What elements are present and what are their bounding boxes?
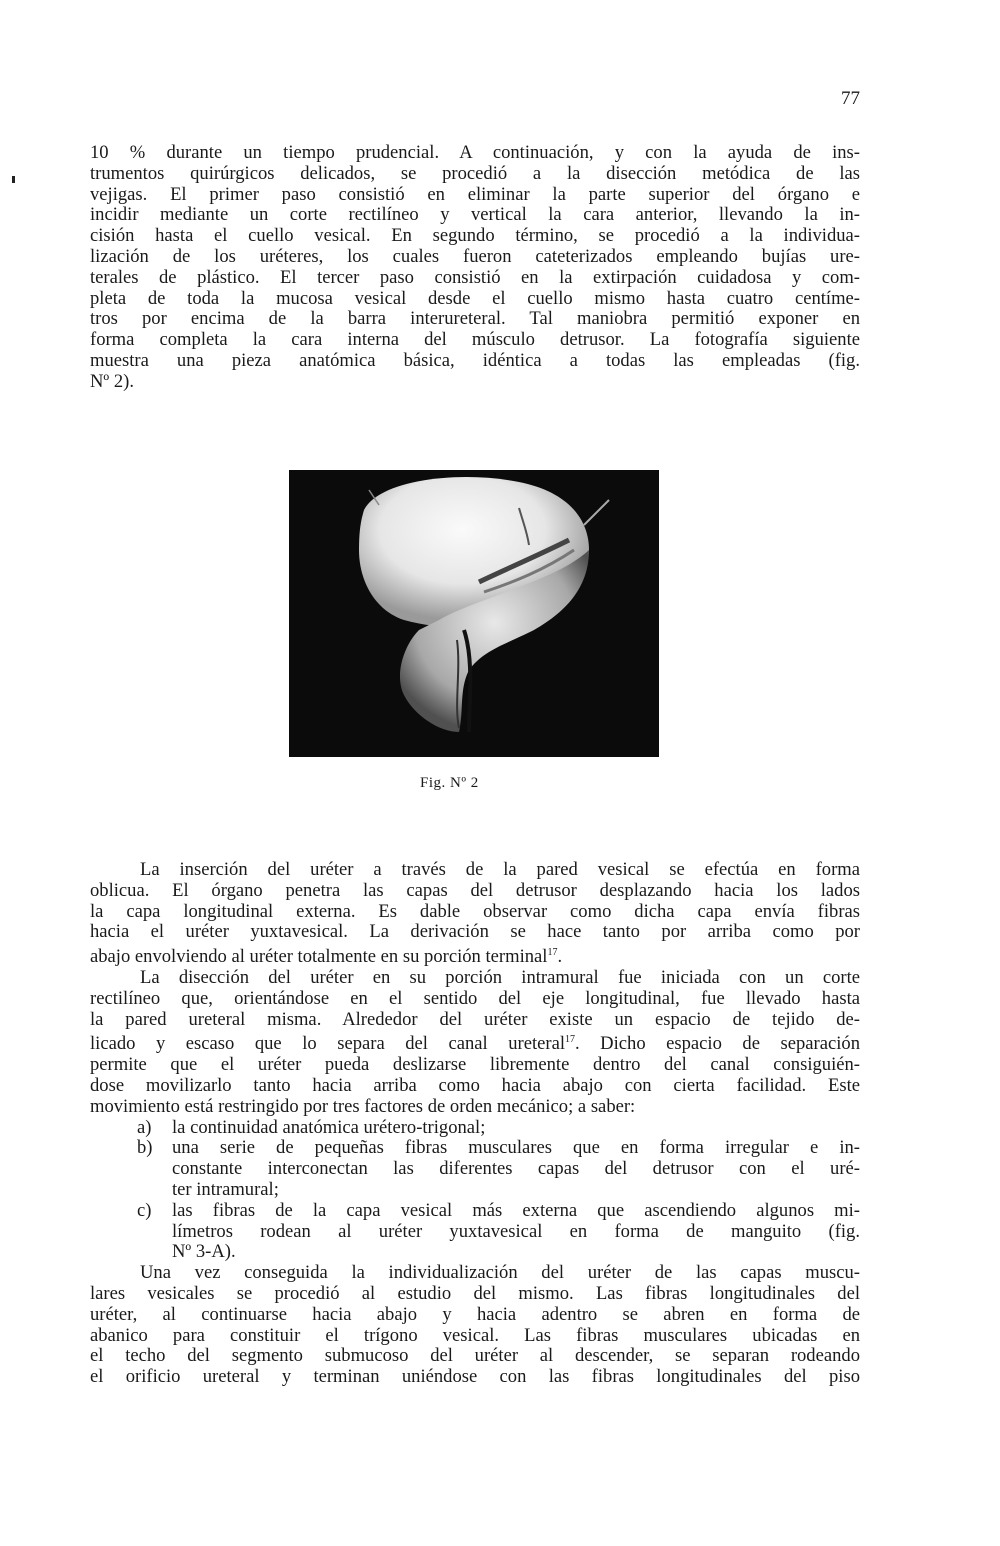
margin-mark (12, 176, 15, 183)
text-line (90, 1030, 860, 1055)
text-line: La inserción del uréter a través de la pared vesical se efectúa en forma (140, 859, 860, 880)
paragraph-2 (90, 860, 860, 1388)
text-line: una serie de pequeñas fibras musculares que en forma irregular e in- (172, 1137, 860, 1159)
text-line: límetros rodean al uréter yuxtavesical en forma de manguito (fig. (172, 1220, 860, 1242)
footnote-ref: 17 (565, 1034, 575, 1046)
text-line: vejigas. El primer paso consistió en eliminar la parte superior del órgano e (90, 183, 860, 205)
text-line: terales de plástico. El tercer paso consistió en la extirpación cuidadosa y com- (90, 266, 860, 288)
text-line: las fibras de la capa vesical más externa que ascendiendo algunos mi- (172, 1199, 860, 1221)
list-marker: a) (137, 1116, 152, 1138)
text-line: Nº 2). (90, 370, 134, 392)
text-line: permite que el uréter pueda deslizarse libremente dentro del canal consiguién- (90, 1054, 860, 1076)
list-item-c (90, 1201, 860, 1263)
text-line: la pared ureteral misma. Alrededor del uréter existe un espacio de tejido de- (90, 1008, 860, 1030)
list-marker: b) (137, 1137, 153, 1159)
text-line: pleta de toda la mucosa vesical desde el cuello mismo hasta cuatro centíme- (90, 287, 860, 309)
bladder-specimen-image (289, 470, 659, 757)
text-line: ter intramural; (172, 1178, 279, 1200)
text-line: rectilíneo que, orientándose en el sentido del eje longitudinal, fue llevado hasta (90, 987, 860, 1009)
text-line: dose movilizarlo tanto hacia arriba como hacia abajo con cierta facilidad. Este (90, 1074, 860, 1096)
text-line: la capa longitudinal externa. Es dable observar como dicha capa envía fibras (90, 900, 860, 922)
text-line: trumentos quirúrgicos delicados, se procedió a la disección metódica de las (90, 162, 860, 184)
text-line: forma completa la cara interna del músculo detrusor. La fotografía siguiente (90, 329, 860, 351)
text-segment: . (557, 946, 563, 968)
text-line: lares vesicales se procedió al estudio del mismo. Las fibras longitudinales del (90, 1282, 860, 1304)
list-marker: c) (137, 1199, 152, 1221)
text-line: Nº 3-A). (172, 1241, 236, 1263)
text-line: incidir mediante un corte rectilíneo y vertical la cara anterior, llevando la in- (90, 204, 860, 226)
text-line: oblicua. El órgano penetra las capas del detrusor desplazando hacia los lados (90, 879, 860, 901)
text-line: La disección del uréter en su porción intramural fue iniciada con un corte (140, 966, 860, 988)
paragraph-1 (90, 143, 860, 393)
text-line: el techo del segmento submucoso del uréter al descender, se separan rodeando (90, 1345, 860, 1367)
text-line: 10 % durante un tiempo prudencial. A continuación, y con la ayuda de ins- (90, 142, 860, 163)
text-segment: . Dicho espacio de separación (575, 1033, 861, 1055)
text-line: Una vez conseguida la individualización del uréter de las capas muscu- (140, 1262, 860, 1284)
text-line: el orificio ureteral y terminan uniéndose con las fibras longitudinales del piso (90, 1366, 860, 1388)
footnote-ref: 17 (547, 947, 558, 959)
text-line: hacia el uréter yuxtavesical. La derivación se hace tanto por arriba como por (90, 921, 860, 943)
text-line: la continuidad anatómica urétero-trigonal; (172, 1116, 486, 1138)
text-line: lización de los uréteres, los cuales fueron cateterizados empleando bujías ure- (90, 245, 860, 267)
list-item-a (90, 1118, 860, 1139)
text-line: constante interconectan las diferentes capas del detrusor con el uré- (172, 1158, 860, 1180)
text-line: movimiento está restringido por tres factores de orden mecánico; a saber: (90, 1095, 636, 1117)
text-line: uréter, al continuarse hacia abajo y hacia adentro se abren en forma de (90, 1303, 860, 1325)
text-segment: licado y escaso que lo separa del canal ureteral (90, 1033, 565, 1055)
text-line: cisión hasta el cuello vesical. En segundo término, se procedió a la individua- (90, 225, 860, 247)
text-segment: abajo envolviendo al uréter totalmente en su porción terminal (90, 946, 548, 968)
text-line: abanico para constituir el trígono vesical. Las fibras musculares ubicadas en (90, 1324, 860, 1346)
figure-caption: Fig. Nº 2 (420, 775, 479, 791)
text-line: muestra una pieza anatómica básica, idéntica a todas las empleadas (fig. (90, 349, 860, 371)
page-number: 77 (841, 88, 860, 109)
list-item-b (90, 1138, 860, 1200)
text-line: tros por encima de la barra interureteral. Tal maniobra permitió exponer en (90, 308, 860, 330)
figure-photo-bladder-specimen (289, 470, 659, 757)
text-line (90, 943, 860, 968)
